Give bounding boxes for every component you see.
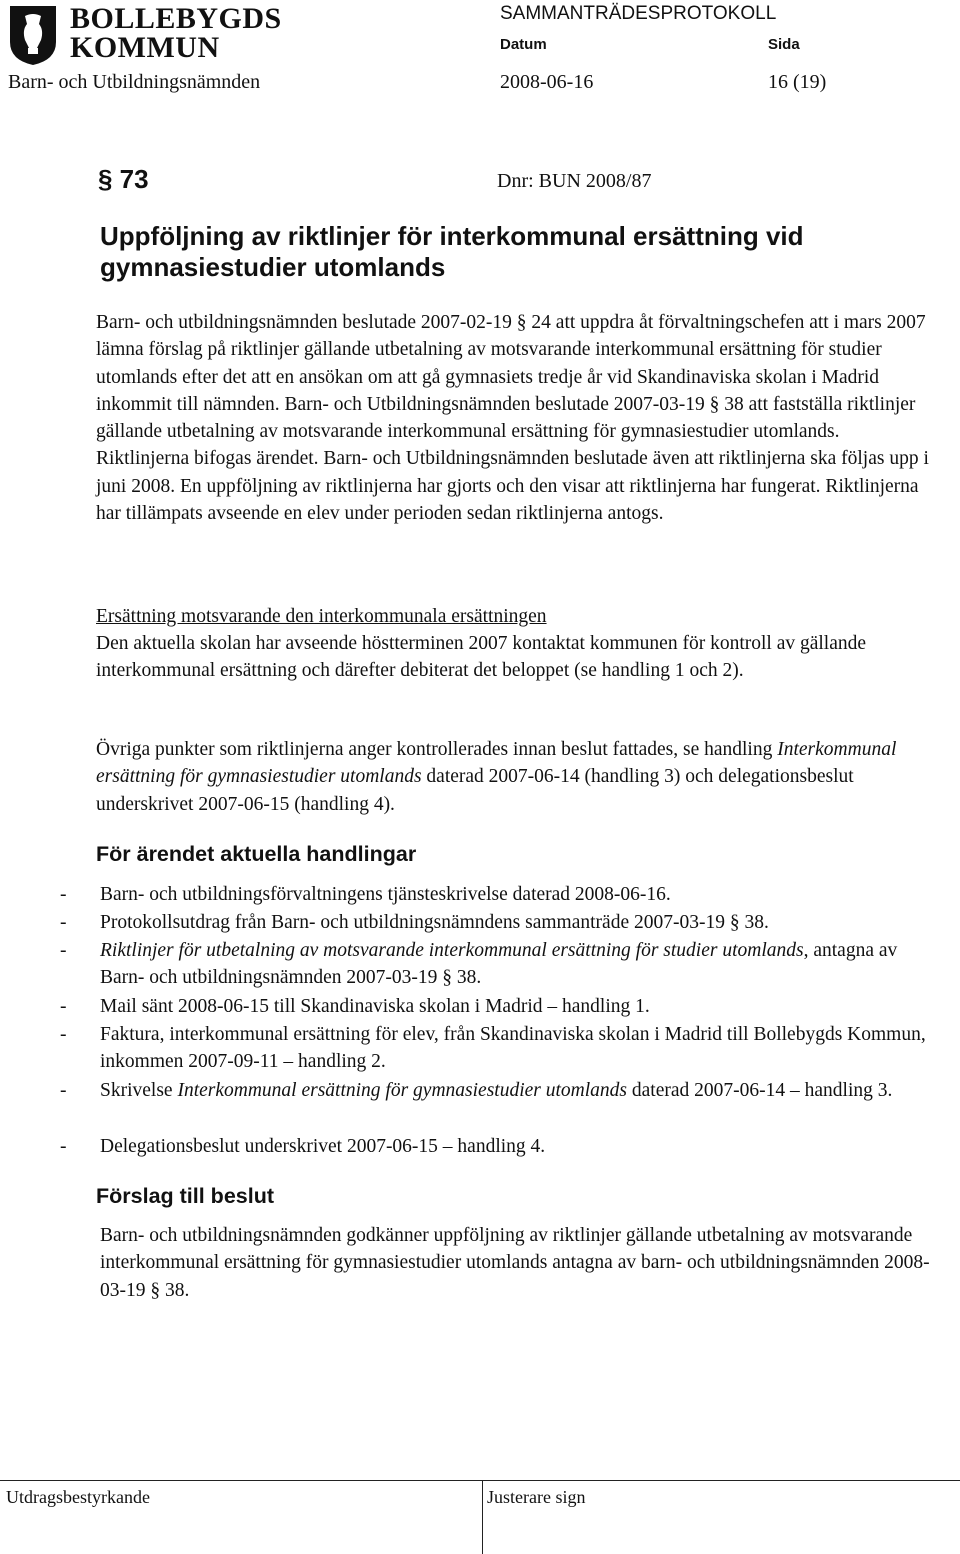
logo-line-1: BOLLEBYGDS — [70, 2, 282, 35]
footer-column-divider — [482, 1480, 483, 1554]
certification-label: Utdragsbestyrkande — [6, 1487, 150, 1507]
document-title-italic: Interkommunal ersättning för gymnasiestudier utomlands — [96, 739, 897, 788]
list-item-text: Faktura, interkommunal ersättning för elev, från Skandinaviska skolan i Madrid till Bollebygds Kommun, inkommen 2007-09-11 – handling 2. — [100, 1024, 926, 1073]
logo-line-2: KOMMUN — [70, 31, 220, 64]
proposal-text: Barn- och utbildningsnämnden godkänner uppföljning av riktlinjer gällande utbetalning av motsvarande interkommunal ersättning för gymnasiestudier utomlands antagna av barn- och utbildningsnämnden 2008-03-19 § 38. — [100, 1225, 930, 1301]
page-label: Sida — [768, 36, 800, 53]
compensation-paragraph: Den aktuella skolan har avseende höstterminen 2007 kontaktat kommunen för kontroll av gällande interkommunal ersättning och därefter debiterat det beloppet (se handling 1 och 2). — [96, 633, 867, 682]
section-number: § 73 — [98, 164, 149, 194]
list-item-text — [100, 1077, 940, 1104]
documents-heading: För ärendet aktuella handlingar — [96, 842, 417, 866]
committee-name: Barn- och Utbildningsnämnden — [8, 71, 261, 93]
list-item-text — [100, 937, 940, 992]
meeting-date: 2008-06-16 — [500, 71, 594, 93]
other-points-paragraph — [96, 736, 936, 818]
list-item-text-start: Skrivelse — [100, 1080, 178, 1101]
page-number: 16 (19) — [768, 71, 827, 93]
paragraph-text: daterad 2007-06-14 (handling 3) och delegationsbeslut underskrivet 2007-06-15 (handling 4). — [96, 766, 854, 815]
list-dash: - — [60, 1136, 67, 1157]
list-item-text-rest: daterad 2007-06-14 – handling 3. — [627, 1080, 893, 1101]
case-number: Dnr: BUN 2008/87 — [497, 170, 652, 192]
list-item-text: Mail sänt 2008-06-15 till Skandinaviska skolan i Madrid – handling 1. — [100, 996, 650, 1017]
list-dash: - — [60, 884, 67, 905]
adjuster-signature-label: Justerare sign — [487, 1487, 586, 1507]
page-title: Uppföljning av riktlinjer för interkommunal ersättning vid gymnasiestudier utomlands — [100, 221, 804, 282]
list-dash: - — [60, 940, 67, 961]
list-dash: - — [60, 996, 67, 1017]
sub-heading: Ersättning motsvarande den interkommunala ersättningen — [96, 606, 547, 627]
list-dash: - — [60, 1024, 67, 1045]
document-title-italic: Interkommunal ersättning för gymnasiestudier utomlands — [177, 1080, 628, 1101]
document-type: SAMMANTRÄDESPROTOKOLL — [500, 3, 777, 24]
paragraph-text: Övriga punkter som riktlinjerna anger kontrollerades innan beslut fattades, se handling — [96, 739, 778, 760]
list-item-text: Barn- och utbildningsförvaltningens tjänsteskrivelse daterad 2008-06-16. — [100, 884, 671, 905]
footer-divider — [0, 1480, 960, 1481]
background-paragraph: Barn- och utbildningsnämnden beslutade 2007-02-19 § 24 att uppdra åt förvaltningschefen att i mars 2007 lämna förslag på riktlinjer gällande utbetalning av motsvarande interkommunal ersättning för studier utomlands efter det att en ansökan om att gå gymnasiets tredje år vid Skandinaviska skolan i Madrid inkommit till nämnden. Barn- och Utbildningsnämnden beslutade 2007-03-19 § 38 att fastställa riktlinjer gällande utbetalning av motsvarande interkommunal ersättning för gymnasiestudier utomlands. Riktlinjerna bifogas ärendet. Barn- och Utbildningsnämnden beslutade även att riktlinjerna ska följas upp i juni 2008. En uppföljning av riktlinjerna har gjorts och den visar att riktlinjerna har fungerat. Riktlinjerna har tillämpats avseende en elev under perioden sedan riktlinjerna antogs. — [96, 312, 929, 525]
document-title-italic: Riktlinjer för utbetalning av motsvarande interkommunal ersättning för studier utomlands — [100, 940, 804, 961]
list-item-text: Protokollsutdrag från Barn- och utbildningsnämndens sammanträde 2007-03-19 § 38. — [100, 912, 769, 933]
municipality-crest-icon — [8, 4, 58, 66]
list-item-text: Delegationsbeslut underskrivet 2007-06-15 – handling 4. — [100, 1136, 546, 1157]
list-dash: - — [60, 912, 67, 933]
list-item-text-rest: , antagna av Barn- och utbildningsnämnden 2007-03-19 § 38. — [100, 940, 898, 989]
date-label: Datum — [500, 36, 547, 53]
list-dash: - — [60, 1080, 67, 1101]
municipality-logo-text — [70, 4, 282, 62]
proposal-heading: Förslag till beslut — [96, 1184, 274, 1208]
